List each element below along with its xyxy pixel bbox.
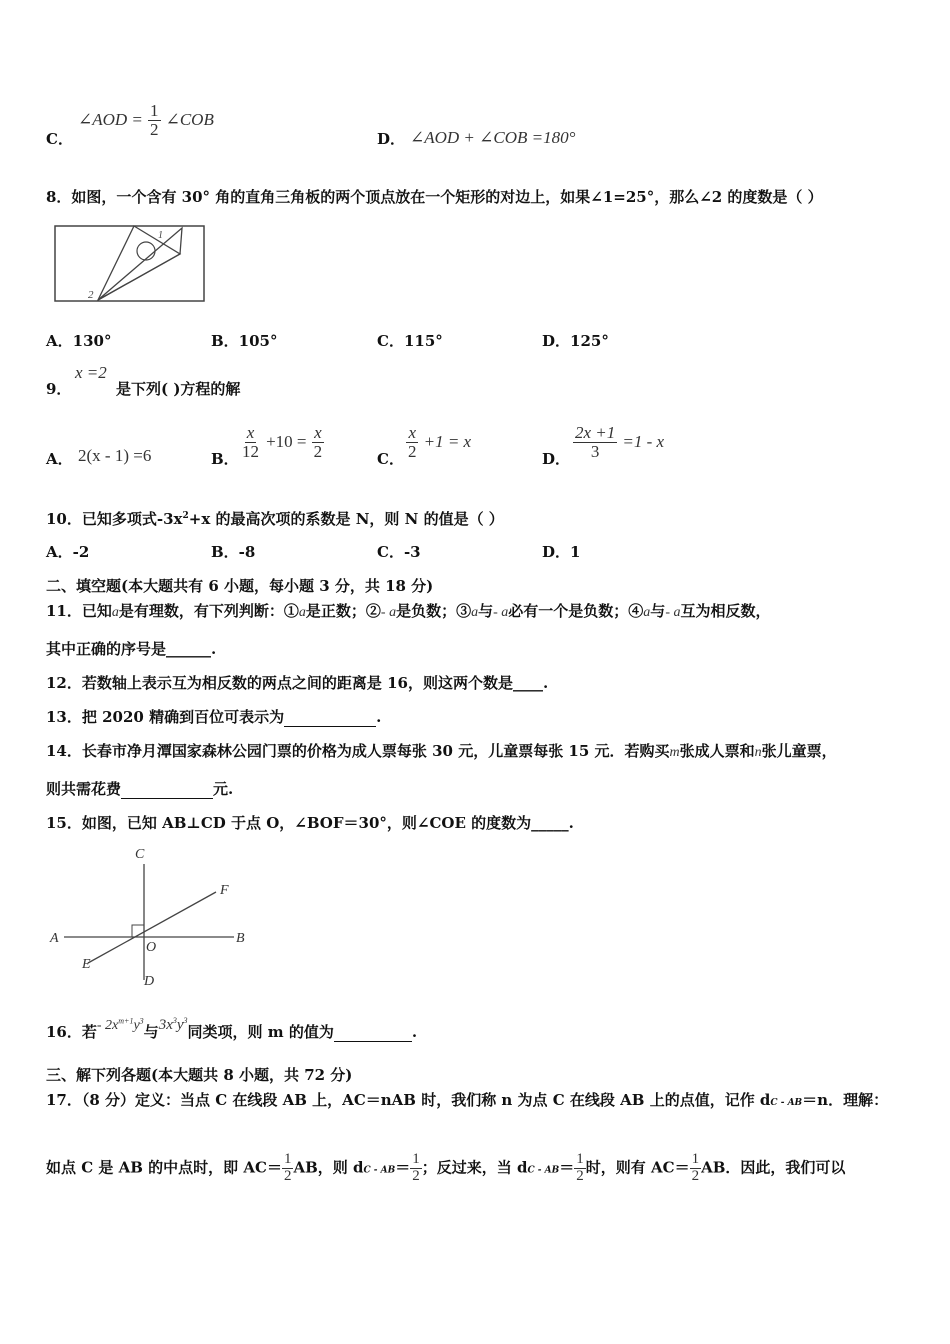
- section-3-heading: 三、解下列各题(本大题共 8 小题，共 72 分): [46, 1066, 353, 1084]
- q9-stem: 是下列( )方程的解: [116, 380, 241, 398]
- q16-text: 16．若- $2x^{m+1}y^3$与$3x^3y^3$同类项，则 m 的值为 .: [46, 1016, 418, 1041]
- q17-line-1: 17．（8 分）定义：当点 C 在线段 AB 上，AC＝nAB 时，我们称 n 为点 C 在线段 AB 上的点值，记作 dC - AB＝n．理解：: [46, 1091, 889, 1109]
- q10-option-d: D．1: [542, 543, 581, 561]
- q12-text: 12．若数轴上表示互为相反数的两点之间的距离是 16，则这两个数是____.: [46, 674, 549, 692]
- q9-option-c-label: C．: [377, 450, 404, 468]
- q15-label-d: D: [144, 974, 155, 989]
- q7-option-d-expr: ∠AOD + ∠COB =180°: [410, 128, 576, 147]
- q9-given: x =2: [75, 363, 107, 382]
- section-2-heading: 二、填空题(本大题共有 6 小题，每小题 3 分，共 18 分): [46, 577, 434, 595]
- q9-option-b-label: B．: [211, 450, 239, 468]
- q15-label-a: A: [50, 931, 59, 946]
- q8-option-d: D．125°: [542, 332, 609, 350]
- q7-option-c-expr: ∠AOD = $\frac{1}{2}$ ∠COB: [78, 101, 214, 139]
- q7-option-c-label: C．: [46, 130, 73, 148]
- q8-option-a: A．130°: [46, 332, 112, 350]
- q15-label-o: O: [146, 940, 157, 955]
- q10-option-a: A．-2: [46, 543, 90, 561]
- q8-text: 8．如图，一个含有 30° 角的直角三角板的两个顶点放在一个矩形的对边上，如果∠1=25°，那么∠2 的度数是（ ）: [46, 188, 823, 206]
- q15-figure: [44, 842, 256, 990]
- q11-line-1: 11．已知a是有理数，有下列判断：①a是正数；②- a是负数；③a与- a必有一个是负数；④a与- a互为相反数，: [46, 602, 771, 620]
- q15-text: 15．如图，已知 AB⊥CD 于点 O，∠BOF＝30°，则∠COE 的度数为_____.: [46, 814, 574, 832]
- q15-label-f: F: [220, 883, 229, 898]
- q10-option-c: C．-3: [377, 543, 421, 561]
- q9-option-d-label: D．: [542, 450, 571, 468]
- q9-number: 9．: [46, 380, 72, 398]
- q15-label-b: B: [236, 931, 245, 946]
- q8-option-b: B．105°: [211, 332, 278, 350]
- q17-line-2: 如点 C 是 AB 的中点时，即 AC＝ $\frac{1}{2}$ AB，则 dC - AB＝ $\frac{1}{2}$ ；反过来，当 dC - AB＝ $\frac{1}{2}$ 时，则有 AC＝ $\frac{1}{2}$ AB．因此，我们可以: [46, 1151, 846, 1184]
- q8-angle-2-label: 2: [88, 289, 94, 301]
- q9-option-b-expr: $\frac{x}{12}$ +10 = $\frac{x}{2}$: [242, 423, 323, 461]
- q8-figure: [54, 224, 206, 304]
- q9-option-a-label: A．: [46, 450, 73, 468]
- q11-line-2: 其中正确的序号是______.: [46, 640, 217, 658]
- q8-angle-1-label: 1: [158, 230, 163, 241]
- q10-text: 10．已知多项式$-3x^2+x$ 的最高次项的系数是 N，则 N 的值是（ ）: [46, 510, 504, 528]
- q9-option-d-expr: $\frac{2x +1}{3}$ =1 - x: [575, 423, 665, 461]
- q15-label-e: E: [82, 957, 91, 972]
- q15-label-c: C: [135, 847, 145, 862]
- q8-option-c: C．115°: [377, 332, 443, 350]
- q14-line-2: 则共需花费 元.: [46, 780, 234, 798]
- q10-option-b: B．-8: [211, 543, 256, 561]
- q14-line-1: 14．长春市净月潭国家森林公园门票的价格为成人票每张 30 元，儿童票每张 15 元．若购买m张成人票和n张儿童票，: [46, 742, 837, 760]
- q9-option-c-expr: $\frac{x}{2}$ +1 = x: [408, 423, 472, 461]
- q7-option-d-label: D．: [377, 130, 406, 148]
- q13-text: 13．把 2020 精确到百位可表示为 .: [46, 708, 382, 726]
- q9-option-a-expr: 2(x - 1) =6: [78, 446, 152, 465]
